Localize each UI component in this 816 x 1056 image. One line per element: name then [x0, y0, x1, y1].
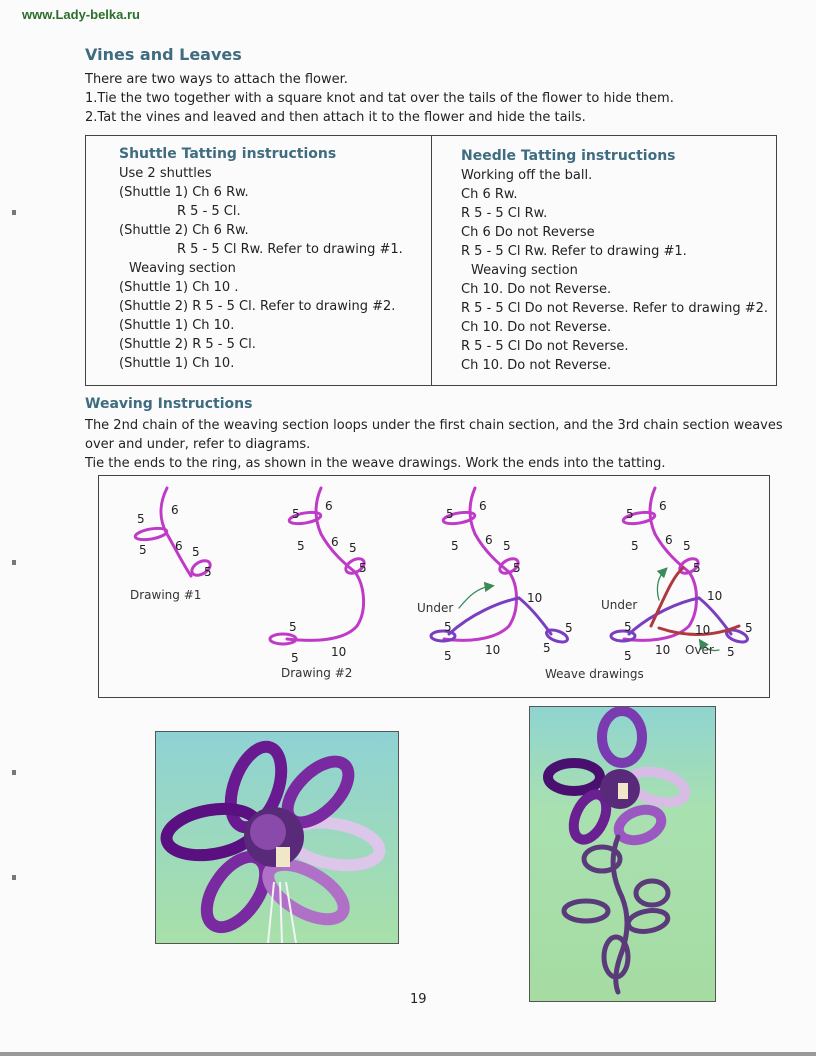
- stitch-count: 10: [695, 623, 711, 637]
- stitch-count: 6: [331, 535, 339, 549]
- instruction-line: (Shuttle 2) R 5 - 5 Cl.: [119, 337, 256, 352]
- instruction-line: R 5 - 5 Cl.: [177, 204, 241, 219]
- section-title: Vines and Leaves: [85, 45, 242, 64]
- instruction-line: Ch 10. Do not Reverse.: [461, 358, 612, 373]
- diagram-panel: [98, 475, 770, 698]
- scan-speck: [12, 560, 16, 565]
- shuttle-column: [86, 136, 432, 385]
- stitch-count: 5: [503, 539, 511, 553]
- stitch-count: 6: [325, 499, 333, 513]
- shuttle-lines: [119, 164, 403, 373]
- stitch-count: 10: [485, 643, 501, 657]
- instruction-line: Weaving section: [471, 263, 578, 278]
- under-label: Under: [601, 598, 638, 612]
- needle-column: [432, 136, 776, 385]
- flower-photo: [155, 731, 399, 944]
- instruction-line: R 5 - 5 Cl Do not Reverse. Refer to drawing #2.: [461, 301, 769, 316]
- instruction-line: Ch 6 Rw.: [461, 187, 518, 202]
- instruction-line: Ch 10. Do not Reverse.: [461, 320, 612, 335]
- instruction-line: R 5 - 5 Cl Do not Reverse.: [461, 339, 629, 354]
- weaving-paragraph: The 2nd chain of the weaving section loops under the first chain section, and the 3rd chain section weaves over and under, refer to diagrams.: [85, 418, 783, 452]
- stitch-count: 5: [137, 512, 145, 526]
- stitch-count: 5: [444, 649, 452, 663]
- stitch-count: 5: [446, 507, 454, 521]
- stitch-count: 5: [693, 561, 701, 575]
- stitch-count: 10: [331, 645, 347, 659]
- stitch-count: 5: [624, 649, 632, 663]
- stitch-count: 5: [444, 620, 452, 634]
- instruction-line: Working off the ball.: [461, 168, 593, 183]
- stitch-count: 6: [175, 539, 183, 553]
- stitch-count: 5: [349, 541, 357, 555]
- stitch-count: 5: [289, 620, 297, 634]
- instruction-line: (Shuttle 1) Ch 10 .: [119, 280, 239, 295]
- weaving-paragraph: Tie the ends to the ring, as shown in the weave drawings. Work the ends into the tatting.: [85, 456, 666, 471]
- stitch-count: 5: [745, 621, 753, 635]
- stitch-count: 6: [665, 533, 673, 547]
- instructions-table: [85, 135, 777, 386]
- instruction-line: Ch 6 Do not Reverse: [461, 225, 595, 240]
- stitch-count: 6: [171, 503, 179, 517]
- stitch-count: 5: [631, 539, 639, 553]
- stitch-count: 5: [683, 539, 691, 553]
- instruction-line: Ch 10. Do not Reverse.: [461, 282, 612, 297]
- drawing-2-caption: Drawing #2: [281, 666, 353, 680]
- needle-title: Needle Tatting instructions: [461, 148, 676, 164]
- weave-drawing-a: [417, 488, 573, 663]
- drawing-1: [130, 488, 213, 602]
- weaving-text: [85, 416, 785, 473]
- drawing-1-caption: Drawing #1: [130, 588, 202, 602]
- instruction-line: R 5 - 5 Cl Rw. Refer to drawing #1.: [177, 242, 403, 257]
- stitch-count: 5: [292, 507, 300, 521]
- vine-photo: [529, 706, 716, 1002]
- vine-photo-art: [530, 707, 715, 1001]
- stitch-count: 10: [655, 643, 671, 657]
- stitch-count: 5: [451, 539, 459, 553]
- stitch-count: 10: [707, 589, 723, 603]
- stitch-count: 5: [204, 565, 212, 579]
- over-label: Over: [685, 643, 714, 657]
- tatting-diagrams: [99, 476, 769, 697]
- under-label: Under: [417, 601, 454, 615]
- stitch-count: 5: [297, 539, 305, 553]
- stitch-count: 5: [291, 651, 299, 665]
- drawing-2: [270, 488, 367, 680]
- intro-line: 1.Tie the two together with a square knot and tat over the tails of the flower to hide them.: [85, 91, 674, 106]
- instruction-line: (Shuttle 1) Ch 6 Rw.: [119, 185, 249, 200]
- stitch-count: 5: [513, 561, 521, 575]
- instruction-line: R 5 - 5 Cl Rw.: [461, 206, 548, 221]
- stitch-count: 5: [139, 543, 147, 557]
- scan-speck: [12, 210, 16, 215]
- instruction-line: Weaving section: [129, 261, 236, 276]
- stitch-count: 5: [543, 641, 551, 655]
- watermark: www.Lady-belka.ru: [22, 7, 140, 22]
- intro-line: There are two ways to attach the flower.: [85, 72, 348, 87]
- scan-edge: [0, 1052, 816, 1056]
- instruction-line: (Shuttle 2) R 5 - 5 Cl. Refer to drawing #2.: [119, 299, 396, 314]
- scan-speck: [12, 770, 16, 775]
- stitch-count: 5: [624, 620, 632, 634]
- stitch-count: 6: [485, 533, 493, 547]
- instruction-line: R 5 - 5 Cl Rw. Refer to drawing #1.: [461, 244, 687, 259]
- stitch-count: 5: [565, 621, 573, 635]
- instruction-line: Use 2 shuttles: [119, 166, 212, 181]
- instruction-line: (Shuttle 2) Ch 6 Rw.: [119, 223, 249, 238]
- stitch-count: 6: [659, 499, 667, 513]
- intro-text: [85, 70, 674, 127]
- page-number: 19: [410, 992, 427, 1007]
- stitch-count: 5: [359, 561, 367, 575]
- stitch-count: 5: [727, 645, 735, 659]
- stitch-count: 10: [527, 591, 543, 605]
- weave-caption: Weave drawings: [545, 667, 644, 681]
- needle-lines: [461, 166, 768, 375]
- stitch-count: 5: [192, 545, 200, 559]
- instruction-line: (Shuttle 1) Ch 10.: [119, 356, 235, 371]
- scan-speck: [12, 875, 16, 880]
- weave-drawing-b: [545, 488, 753, 681]
- stitch-count: 6: [479, 499, 487, 513]
- instruction-line: (Shuttle 1) Ch 10.: [119, 318, 235, 333]
- intro-line: 2.Tat the vines and leaved and then attach it to the flower and hide the tails.: [85, 110, 586, 125]
- stitch-count: 5: [626, 507, 634, 521]
- flower-photo-art: [156, 732, 398, 943]
- weaving-title: Weaving Instructions: [85, 396, 253, 412]
- shuttle-title: Shuttle Tatting instructions: [119, 146, 337, 162]
